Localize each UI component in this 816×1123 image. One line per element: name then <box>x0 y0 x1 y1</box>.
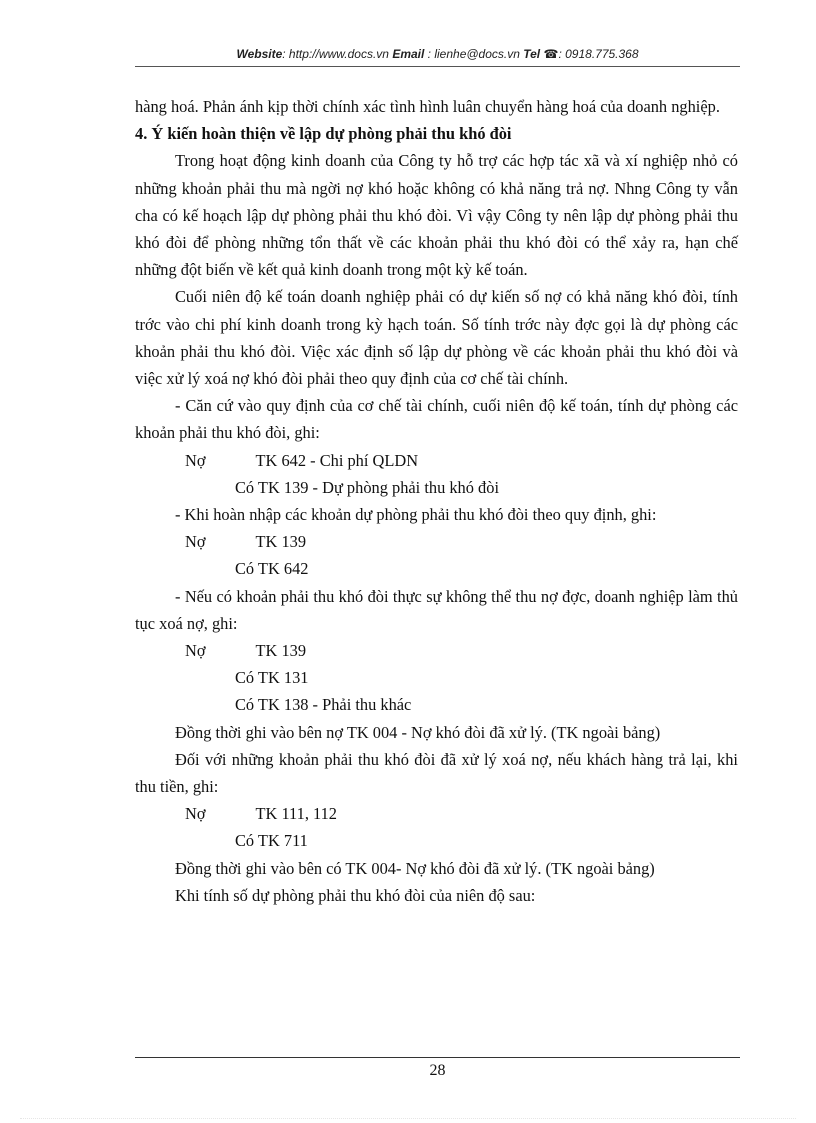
debit-account: TK 139 <box>255 641 307 661</box>
debit-label: Nợ <box>185 450 206 470</box>
paragraph-rule-3: - Nếu có khoản phải thu khó đòi thực sự không thể thu nợ đợc, doanh nghiệp làm thủ tục xoá nợ, ghi: <box>135 586 738 633</box>
paragraph-definition: Cuối niên độ kế toán doanh nghiệp phải có dự kiến số nợ có khả năng khó đòi, tính trớc vào chi phí kinh doanh trong kỳ hạch toán. Số tính trớc này đợc gọi là dự phòng các khoản phải thu khó đòi. Việc xác định số lập dự phòng về các khoản phải thu khó đòi và việc xử lý xoá nợ khó đòi phải theo quy định của cơ chế tài chính. <box>135 287 738 389</box>
journal-entry-debit <box>135 800 738 827</box>
paragraph-context: Trong hoạt động kinh doanh của Công ty hỗ trợ các hợp tác xã và xí nghiệp nhỏ có những khoản phải thu mà ngời nợ khó hoặc không có khả năng trả nợ. Nhng Công ty vẫn cha có kế hoạch lập dự phòng phải thu khó đòi. Vì vậy Công ty nên lập dự phòng phải thu khó đòi để phòng những tổn thất về các khoản phải thu khó đòi có thể xảy ra, hạn chế những đột biến về kết quả kinh doanh trong một kỳ kế toán. <box>135 151 738 280</box>
paragraph-rule-1: - Căn cứ vào quy định của cơ chế tài chính, cuối niên độ kế toán, tính dự phòng các khoản phải thu khó đòi, ghi: <box>135 396 738 443</box>
paragraph-offbalance-1: Đồng thời ghi vào bên nợ TK 004 - Nợ khó đòi đã xử lý. (TK ngoài bảng) <box>175 722 661 742</box>
paragraph-next-period: Khi tính số dự phòng phải thu khó đòi của niên độ sau: <box>175 885 536 905</box>
debit-account: TK 111, 112 <box>255 804 338 824</box>
phone-icon: ☎ <box>543 47 559 61</box>
journal-entry-debit <box>135 637 738 664</box>
debit-label: Nợ <box>185 532 206 552</box>
paragraph-recovery: Đối với những khoản phải thu khó đòi đã xử lý xoá nợ, nếu khách hàng trả lại, khi thu tiền, ghi: <box>135 749 738 797</box>
journal-entry-debit <box>135 528 738 555</box>
email-label: Email <box>392 47 425 61</box>
footer-divider <box>135 1057 740 1058</box>
website-label: Website <box>236 47 283 61</box>
website-value: : http://www.docs.vn <box>282 47 389 61</box>
bottom-dotted-border <box>20 1118 796 1119</box>
journal-entry-credit: Có TK 138 - Phải thu khác <box>235 695 412 715</box>
debit-account: TK 642 - Chi phí QLDN <box>255 450 419 470</box>
paragraph-rule-2: - Khi hoàn nhập các khoản dự phòng phải thu khó đòi theo quy định, ghi: <box>175 505 657 525</box>
journal-entry-credit: Có TK 139 - Dự phòng phải thu khó đòi <box>235 477 499 497</box>
journal-entry-credit: Có TK 711 <box>235 831 308 851</box>
document-body <box>135 93 738 909</box>
journal-entry-credit: Có TK 131 <box>235 668 309 688</box>
paragraph-intro: hàng hoá. Phản ánh kịp thời chính xác tình hình luân chuyển hàng hoá của doanh nghiệp. <box>135 97 720 116</box>
debit-label: Nợ <box>185 641 206 661</box>
tel-label: Tel <box>523 47 541 61</box>
tel-value: : 0918.775.368 <box>558 47 639 61</box>
page-number: 28 <box>429 1062 446 1079</box>
email-value: : lienhe@docs.vn <box>427 47 520 61</box>
paragraph-offbalance-2: Đồng thời ghi vào bên có TK 004- Nợ khó đòi đã xử lý. (TK ngoài bảng) <box>175 858 655 878</box>
header-divider <box>135 66 740 67</box>
section-heading: 4. Ý kiến hoàn thiện về lập dự phòng phải thu khó đòi <box>135 124 512 144</box>
journal-entry-credit: Có TK 642 <box>235 559 309 579</box>
debit-label: Nợ <box>185 804 206 824</box>
page-header <box>135 47 740 61</box>
debit-account: TK 139 <box>255 532 307 552</box>
journal-entry-debit <box>135 447 738 474</box>
